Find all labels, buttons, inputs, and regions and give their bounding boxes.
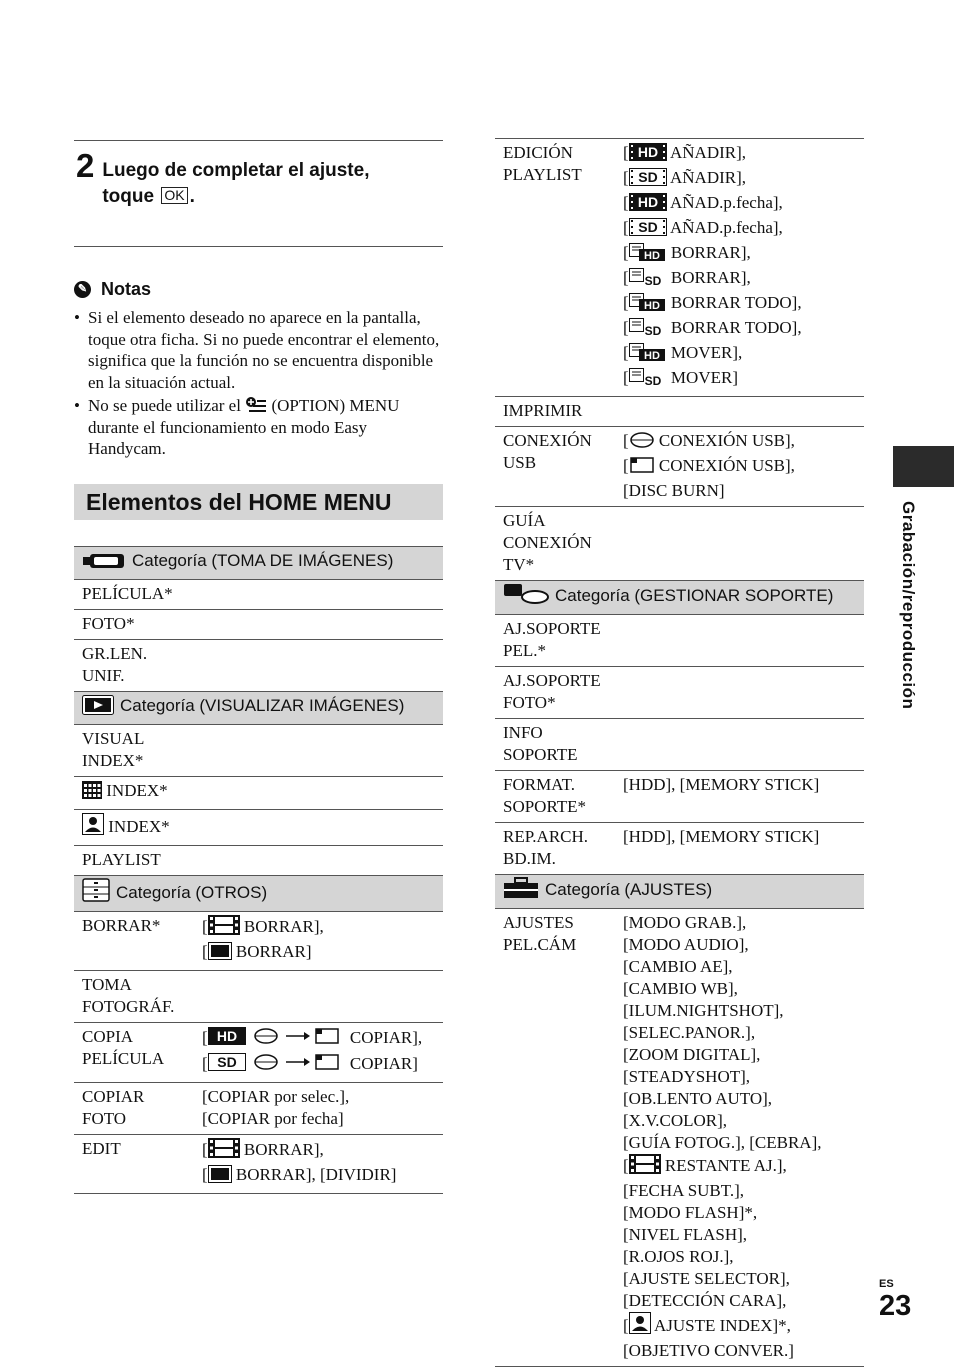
menu-item-text: FOTO bbox=[82, 1108, 127, 1128]
option-line bbox=[623, 1066, 858, 1088]
option-text: MOVER] bbox=[666, 368, 738, 387]
option-line bbox=[202, 1108, 437, 1130]
menu-item-name bbox=[74, 1082, 194, 1134]
menu-item-text: INDEX* bbox=[104, 816, 170, 836]
menu-item-text: AJ.SOPORTE bbox=[503, 619, 601, 638]
option-text: COPIAR], bbox=[345, 1027, 423, 1047]
menu-item-name bbox=[74, 639, 194, 691]
menu-row-ajustes-pel-cam bbox=[495, 909, 864, 1367]
menu-item-options bbox=[194, 639, 443, 691]
option-text: [MODO GRAB.], bbox=[623, 913, 747, 932]
menu-item-options bbox=[194, 579, 443, 609]
menu-item-options bbox=[615, 719, 864, 771]
menu-item-text: FORMAT. bbox=[503, 775, 575, 794]
menu-row-conexion-usb bbox=[495, 427, 864, 507]
menu-item-text: TOMA bbox=[82, 974, 132, 994]
menu-item-options bbox=[615, 667, 864, 719]
menu-item-name bbox=[74, 609, 194, 639]
menu-item-name bbox=[495, 427, 615, 507]
photo-icon bbox=[208, 942, 232, 966]
option-text: [HDD], [MEMORY STICK] bbox=[623, 775, 820, 794]
menu-row-foto bbox=[74, 609, 443, 639]
film-icon bbox=[208, 915, 240, 941]
menu-item-options bbox=[194, 1022, 443, 1082]
menu-item-text: PEL.* bbox=[503, 641, 546, 660]
menu-item-text: VISUAL bbox=[82, 728, 145, 748]
note-item bbox=[74, 395, 443, 460]
menu-row-visual-index bbox=[74, 724, 443, 776]
menu-item-text: GR.LEN. bbox=[82, 643, 148, 663]
svg-text:HD: HD bbox=[643, 350, 660, 361]
photo-icon bbox=[208, 1165, 232, 1189]
option-text: BORRAR], [DIVIDIR] bbox=[231, 1164, 397, 1184]
option-text: RESTANTE AJ.], bbox=[660, 1156, 787, 1175]
sidebar-label-text: Grabación/reproducción bbox=[899, 500, 918, 710]
option-text: BORRAR], bbox=[666, 268, 751, 287]
menu-row-aj-soporte-foto bbox=[495, 667, 864, 719]
menu-item-text: FOTO* bbox=[82, 613, 135, 633]
menu-item-text: REP.ARCH. bbox=[503, 827, 589, 846]
option-text: CONEXIÓN USB], bbox=[654, 431, 795, 450]
menu-item-text: TV* bbox=[503, 555, 535, 574]
menu-item-options bbox=[194, 970, 443, 1022]
menu-item-text: BD.IM. bbox=[503, 849, 556, 868]
category-label: Categoría (VISUALIZAR IMÁGENES) bbox=[120, 695, 405, 715]
category-label: Categoría (OTROS) bbox=[116, 882, 268, 902]
svg-text:HD: HD bbox=[637, 144, 658, 160]
svg-text:SD: SD bbox=[644, 274, 662, 286]
menu-row-imprimir bbox=[495, 397, 864, 427]
step-line2-post: . bbox=[189, 186, 195, 207]
option-text: [R.OJOS ROJ.], bbox=[623, 1247, 734, 1266]
svg-text:HD: HD bbox=[637, 194, 658, 210]
home-menu-table-left bbox=[74, 546, 443, 1194]
menu-item-text: EDICIÓN bbox=[503, 143, 573, 162]
option-text: [NIVEL FLASH], bbox=[623, 1225, 748, 1244]
menu-row-format-soporte bbox=[495, 771, 864, 823]
svg-text:SD: SD bbox=[644, 374, 662, 386]
menu-item-name bbox=[495, 615, 615, 667]
option-text: AÑADIR], bbox=[666, 143, 747, 162]
film-icon bbox=[208, 1138, 240, 1164]
step-2 bbox=[74, 141, 443, 247]
option-line bbox=[623, 1022, 858, 1044]
category-header bbox=[74, 875, 443, 911]
menu-item-name bbox=[495, 823, 615, 875]
menu-item-text: AJ.SOPORTE bbox=[503, 671, 601, 690]
home-menu-table-right bbox=[495, 138, 864, 1367]
menu-item-text: INDEX* bbox=[82, 750, 144, 770]
svg-text:SD: SD bbox=[644, 324, 662, 336]
svg-text:HD: HD bbox=[643, 250, 660, 261]
menu-item-text: SOPORTE* bbox=[503, 797, 587, 816]
menu-item-options bbox=[194, 1134, 443, 1193]
sd-icon bbox=[629, 218, 667, 242]
option-line: [ SD AÑADIR], bbox=[623, 167, 858, 192]
menu-item-name bbox=[495, 139, 615, 397]
list-sd-icon bbox=[629, 318, 667, 342]
option-line bbox=[623, 1290, 858, 1312]
option-line: [ SD MOVER] bbox=[623, 367, 858, 392]
menu-item-name bbox=[74, 776, 194, 809]
option-text: [HDD], [MEMORY STICK] bbox=[623, 827, 820, 846]
option-line: [ CONEXIÓN USB], bbox=[623, 430, 858, 455]
option-text: [DETECCIÓN CARA], bbox=[623, 1291, 787, 1310]
option-line bbox=[623, 480, 858, 502]
notes-heading bbox=[74, 277, 443, 301]
menu-item-text: COPIA bbox=[82, 1026, 134, 1046]
option-text: BORRAR TODO], bbox=[666, 318, 802, 337]
notes-section bbox=[74, 277, 443, 460]
menu-item-name bbox=[495, 909, 615, 1367]
sd-icon bbox=[629, 168, 667, 192]
menu-item-name bbox=[74, 1134, 194, 1193]
option-text: BORRAR], bbox=[239, 1139, 324, 1159]
menu-row-index bbox=[74, 809, 443, 845]
option-line bbox=[623, 1088, 858, 1110]
menu-row-index bbox=[74, 776, 443, 809]
menu-item-text: PEL.CÁM bbox=[503, 935, 577, 954]
option-text: MOVER], bbox=[666, 343, 743, 362]
grid-icon bbox=[82, 781, 102, 805]
option-text: [MODO FLASH]*, bbox=[623, 1203, 758, 1222]
option-line: [ HD BORRAR], bbox=[623, 242, 858, 267]
category-label: Categoría (AJUSTES) bbox=[545, 880, 713, 899]
menu-item-name bbox=[74, 724, 194, 776]
menu-item-text: EDIT bbox=[82, 1138, 121, 1158]
svg-text:SD: SD bbox=[637, 169, 658, 185]
menu-item-text: INFO bbox=[503, 723, 543, 742]
menu-item-options bbox=[194, 609, 443, 639]
toolbox-icon bbox=[503, 877, 539, 906]
menu-item-options bbox=[615, 427, 864, 507]
option-text: [DISC BURN] bbox=[623, 481, 725, 500]
menu-item-name bbox=[495, 667, 615, 719]
category-cell bbox=[74, 546, 443, 579]
menu-item-text: COPIAR bbox=[82, 1086, 145, 1106]
right-column bbox=[495, 138, 864, 1367]
menu-item-options bbox=[194, 776, 443, 809]
menu-row-edicion-playlist bbox=[495, 139, 864, 397]
option-line bbox=[623, 1340, 858, 1362]
others-icon bbox=[82, 878, 110, 909]
option-line bbox=[623, 1224, 858, 1246]
option-line bbox=[623, 1246, 858, 1268]
option-text: CONEXIÓN USB], bbox=[654, 456, 795, 475]
svg-text:HD: HD bbox=[216, 1027, 237, 1044]
menu-item-options bbox=[615, 139, 864, 397]
notes-heading-text: Notas bbox=[101, 278, 152, 299]
menu-item-options bbox=[194, 724, 443, 776]
play-icon bbox=[82, 695, 114, 722]
option-line bbox=[623, 1132, 858, 1154]
menu-item-name bbox=[74, 970, 194, 1022]
option-text: AJUSTE INDEX]*, bbox=[650, 1316, 791, 1335]
option-text: [CAMBIO AE], bbox=[623, 957, 733, 976]
option-line bbox=[623, 1044, 858, 1066]
menu-row-copiar-foto bbox=[74, 1082, 443, 1134]
option-text: [CAMBIO WB], bbox=[623, 979, 738, 998]
left-column bbox=[74, 140, 443, 1194]
menu-item-text: PLAYLIST bbox=[82, 849, 161, 869]
option-line bbox=[623, 978, 858, 1000]
option-text: AÑADIR], bbox=[666, 168, 747, 187]
hd-icon bbox=[629, 193, 667, 217]
option-text: BORRAR], bbox=[239, 916, 324, 936]
option-line bbox=[623, 1202, 858, 1224]
option-line: [ HD BORRAR TODO], bbox=[623, 292, 858, 317]
option-line: [ SD BORRAR], bbox=[623, 267, 858, 292]
svg-text:HD: HD bbox=[643, 300, 660, 311]
option-menu-icon bbox=[245, 396, 267, 414]
option-text: [OBJETIVO CONVER.] bbox=[623, 1341, 794, 1360]
category-cell bbox=[74, 875, 443, 911]
option-text: [STEADYSHOT], bbox=[623, 1067, 751, 1086]
menu-row-info-soporte bbox=[495, 719, 864, 771]
notes-list bbox=[74, 307, 443, 460]
option-line: [ BORRAR], bbox=[202, 915, 437, 941]
menu-row-playlist bbox=[74, 845, 443, 875]
category-header bbox=[74, 691, 443, 724]
menu-row-copia-pelicula bbox=[74, 1022, 443, 1082]
menu-item-options bbox=[615, 615, 864, 667]
face-icon bbox=[629, 1312, 651, 1340]
menu-row-toma-fotograf bbox=[74, 970, 443, 1022]
option-text: AÑAD.p.fecha], bbox=[666, 193, 783, 212]
camera-icon bbox=[82, 552, 126, 577]
category-header bbox=[495, 581, 864, 615]
film-icon bbox=[629, 1154, 661, 1180]
sidebar-tab bbox=[893, 446, 954, 487]
option-line bbox=[623, 1000, 858, 1022]
hdd-icon bbox=[629, 431, 655, 455]
option-line bbox=[202, 1086, 437, 1108]
page-number: 23 bbox=[879, 1290, 912, 1322]
option-line bbox=[623, 956, 858, 978]
sidebar-label bbox=[893, 490, 923, 720]
menu-item-options bbox=[194, 809, 443, 845]
option-text: [GUÍA FOTOG.], [CEBRA], bbox=[623, 1133, 822, 1152]
menu-item-name bbox=[74, 911, 194, 970]
option-line: [ HD AÑAD.p.fecha], bbox=[623, 192, 858, 217]
menu-item-text: CONEXIÓN bbox=[503, 431, 592, 450]
face-icon bbox=[82, 813, 104, 841]
option-line bbox=[623, 1180, 858, 1202]
option-text: [MODO AUDIO], bbox=[623, 935, 749, 954]
note-item bbox=[74, 307, 443, 393]
menu-item-text: PELÍCULA* bbox=[82, 583, 173, 603]
menu-item-name bbox=[495, 719, 615, 771]
option-line: [ HD COPIAR], bbox=[202, 1026, 437, 1052]
menu-item-name bbox=[495, 397, 615, 427]
option-text: BORRAR] bbox=[231, 941, 312, 961]
menu-item-options bbox=[194, 1082, 443, 1134]
option-line: [ BORRAR], [DIVIDIR] bbox=[202, 1164, 437, 1189]
menu-row-gr-len-unif bbox=[74, 639, 443, 691]
list-hd-icon bbox=[629, 293, 667, 317]
menu-item-text: FOTO* bbox=[503, 693, 556, 712]
option-text: [OB.LENTO AUTO], bbox=[623, 1089, 773, 1108]
language-code: ES bbox=[879, 1278, 894, 1290]
option-line: [ AJUSTE INDEX]*, bbox=[623, 1312, 858, 1340]
option-line: [ SD BORRAR TODO], bbox=[623, 317, 858, 342]
option-line bbox=[623, 826, 858, 848]
list-sd-icon bbox=[629, 368, 667, 392]
menu-item-text: UNIF. bbox=[82, 665, 125, 685]
option-line bbox=[623, 774, 858, 796]
list-hd-icon bbox=[629, 343, 667, 367]
svg-text:SD: SD bbox=[637, 219, 658, 235]
option-line bbox=[623, 1110, 858, 1132]
menu-item-name bbox=[74, 809, 194, 845]
hd-icon bbox=[629, 143, 667, 167]
option-line: [ BORRAR] bbox=[202, 941, 437, 966]
menu-item-text: SOPORTE bbox=[503, 745, 578, 764]
category-cell bbox=[495, 875, 864, 909]
menu-item-name bbox=[495, 507, 615, 581]
option-text: [SELEC.PANOR.], bbox=[623, 1023, 756, 1042]
menu-item-options bbox=[615, 771, 864, 823]
menu-row-guia-conexion-tv bbox=[495, 507, 864, 581]
note-text: Si el elemento deseado no aparece en la pantalla, toque otra ficha. Si no puede encontrar el elemento, significa que la función no se encuentra disponible en la situación actual. bbox=[88, 308, 440, 392]
option-text: [COPIAR por selec.], bbox=[202, 1086, 350, 1106]
media-icon bbox=[503, 583, 549, 612]
option-text: BORRAR], bbox=[666, 243, 751, 262]
menu-item-text: FOTOGRÁF. bbox=[82, 996, 175, 1016]
option-text: [ILUM.NIGHTSHOT], bbox=[623, 1001, 784, 1020]
option-line bbox=[623, 1268, 858, 1290]
menu-item-text: CONEXIÓN bbox=[503, 533, 592, 552]
category-header bbox=[74, 546, 443, 579]
category-cell bbox=[74, 691, 443, 724]
menu-item-text: PLAYLIST bbox=[503, 165, 582, 184]
step-line1: Luego de completar el ajuste, bbox=[102, 160, 370, 181]
option-text: AÑAD.p.fecha], bbox=[666, 218, 783, 237]
option-line bbox=[623, 934, 858, 956]
menu-row-edit bbox=[74, 1134, 443, 1193]
menu-item-text: AJUSTES bbox=[503, 913, 574, 932]
menu-item-name bbox=[74, 1022, 194, 1082]
option-text: BORRAR TODO], bbox=[666, 293, 802, 312]
note-icon: ✎ bbox=[74, 281, 91, 298]
menu-row-rep-arch-bd-im bbox=[495, 823, 864, 875]
list-sd-icon bbox=[629, 268, 667, 292]
menu-item-text: IMPRIMIR bbox=[503, 401, 583, 420]
menu-item-text: INDEX* bbox=[102, 780, 168, 800]
svg-text:SD: SD bbox=[216, 1053, 237, 1070]
option-text: [AJUSTE SELECTOR], bbox=[623, 1269, 790, 1288]
option-text: [FECHA SUBT.], bbox=[623, 1181, 745, 1200]
option-line: [ CONEXIÓN USB], bbox=[623, 455, 858, 480]
option-text: [ZOOM DIGITAL], bbox=[623, 1045, 761, 1064]
note-text: (OPTION) MENU durante el funcionamiento en modo Easy Handycam. bbox=[88, 396, 400, 458]
menu-item-name bbox=[74, 579, 194, 609]
menu-row-aj-soporte-pel bbox=[495, 615, 864, 667]
category-label: Categoría (GESTIONAR SOPORTE) bbox=[555, 586, 834, 605]
sd-copy-icon bbox=[208, 1052, 346, 1078]
menu-item-text: PELÍCULA bbox=[82, 1048, 165, 1068]
hd-copy-icon bbox=[208, 1026, 346, 1052]
step-instruction bbox=[102, 149, 369, 210]
menu-item-name bbox=[74, 845, 194, 875]
option-line: [ BORRAR], bbox=[202, 1138, 437, 1164]
note-text: No se puede utilizar el bbox=[88, 396, 241, 415]
menu-row-borrar bbox=[74, 911, 443, 970]
option-line: [ RESTANTE AJ.], bbox=[623, 1154, 858, 1180]
card-icon bbox=[629, 456, 655, 480]
option-line bbox=[623, 912, 858, 934]
menu-row-pelicula bbox=[74, 579, 443, 609]
option-text: [X.V.COLOR], bbox=[623, 1111, 728, 1130]
menu-item-options bbox=[615, 823, 864, 875]
menu-item-text: BORRAR* bbox=[82, 915, 161, 935]
category-cell bbox=[495, 581, 864, 615]
list-hd-icon bbox=[629, 243, 667, 267]
option-text: COPIAR] bbox=[345, 1053, 418, 1073]
step-line2-pre: toque bbox=[102, 186, 155, 207]
ok-button-icon: OK bbox=[161, 187, 187, 204]
step-number: 2 bbox=[76, 147, 95, 184]
menu-item-options bbox=[194, 845, 443, 875]
option-line: [ SD AÑAD.p.fecha], bbox=[623, 217, 858, 242]
menu-item-options bbox=[615, 397, 864, 427]
category-header bbox=[495, 875, 864, 909]
option-line: [ HD MOVER], bbox=[623, 342, 858, 367]
option-text: [COPIAR por fecha] bbox=[202, 1108, 344, 1128]
option-line: [ SD COPIAR] bbox=[202, 1052, 437, 1078]
menu-item-text: USB bbox=[503, 453, 537, 472]
section-title: Elementos del HOME MENU bbox=[74, 484, 443, 520]
option-line: [ HD AÑADIR], bbox=[623, 142, 858, 167]
menu-item-options bbox=[615, 507, 864, 581]
category-label: Categoría (TOMA DE IMÁGENES) bbox=[132, 550, 394, 570]
menu-item-name bbox=[495, 771, 615, 823]
menu-item-text: GUÍA bbox=[503, 511, 546, 530]
menu-item-options bbox=[615, 909, 864, 1367]
menu-item-options bbox=[194, 911, 443, 970]
